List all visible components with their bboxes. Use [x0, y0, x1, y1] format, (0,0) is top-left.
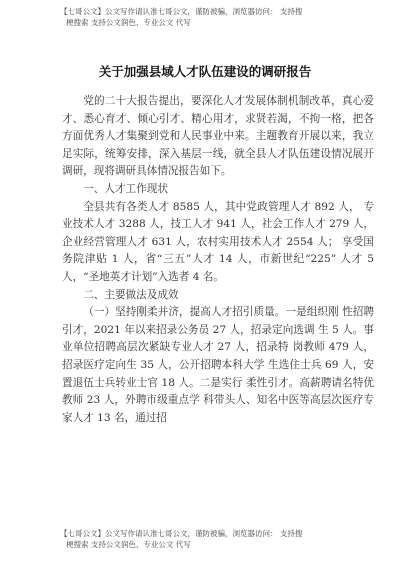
- document-body: [62, 93, 374, 427]
- footer-line-2: 梗搜索 支持公文润色、专业公文 代写: [66, 540, 191, 549]
- section-1-paragraph: 全县共有各类人才 8585 人，其中党政管理人才 892 人， 专业技术人才 3288 人，技工人才 941 人，社会工作人才 279 人，企业经营管理人才 631 人，农村实用技术人才 2554 人； 享受国务院津贴 1 人，省“三五”人才 14 人，市新世纪“225” 人才 5 人，“圣地英才计划”入选者 4 名。: [62, 200, 374, 283]
- section-1-heading: 一、人才工作现状: [83, 182, 168, 195]
- footer-line-1: 【七哥公文】公文写作请认准七哥公文，谨防被骗，浏览器访问： 支持搜: [60, 529, 303, 538]
- page-header: [60, 6, 370, 28]
- section-2-paragraph: （一）坚持刚柔并济，提高人才招引质量。一是组织刚 性招聘引才，2021 年以来招录公务员 27 人，招录定向选调 生 5 人。事业单位招聘高层次紧缺专业人才 27 人，招录特 岗教师 479 人，招录医疗定向生 35 人，公开招聘本科大学 生选住士兵 69 人，安置退伍士兵转业士官 18 人。二是实行 柔性引才。高薪聘请名特优教师 23 人，外聘市级重点学 科带头人、知名中医等高层次医疗专家人才 13 名，通过招: [62, 306, 374, 424]
- header-line-1: 【七哥公文】公文写作请认准七哥公文，谨防被骗，浏览器访问： 支持搜: [60, 7, 303, 16]
- section-2-heading: 二、主要做法及成效: [83, 288, 179, 301]
- intro-paragraph: 党的二十大报告提出，要深化人才发展体制机制改革，真心爱才、悉心育才、倾心引才、精心用才，求贤若渴，不拘一格，把各方面优秀人才集聚到党和人民事业中来。主题教育开展以来，我立足实际，统筹安排，深入基层一线，就全县人才队伍建设情况展开调研，现将调研具体情况报告如下。: [62, 95, 374, 178]
- page-footer: [60, 528, 370, 550]
- header-line-2: 梗搜索 支持公文润色、专业公文 代写: [66, 18, 191, 27]
- document-title: 关于加强县域人才队伍建设的调研报告: [98, 64, 312, 79]
